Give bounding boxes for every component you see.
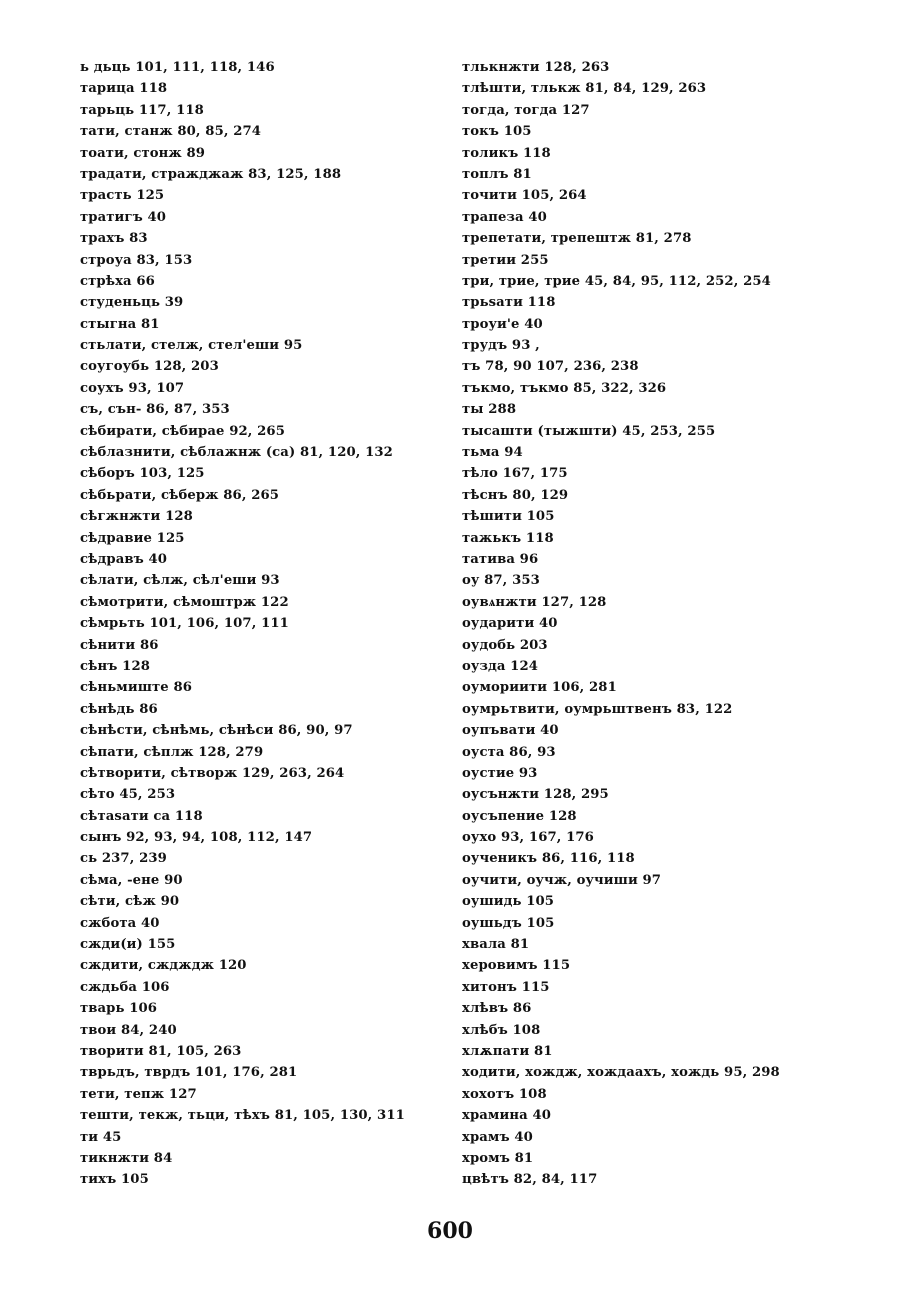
index-entry: херовимъ 115 xyxy=(462,958,571,974)
index-entry: сѣньмиште 86 xyxy=(80,680,193,696)
index-entry: ти 45 xyxy=(80,1129,122,1145)
index-entry: ходити, хождж, хождаахъ, хождь 95, 298 xyxy=(462,1065,780,1081)
index-entry: ты 288 xyxy=(462,402,517,418)
index-entry: сѣдравъ 40 xyxy=(80,551,168,567)
index-entry: сѣгжнжти 128 xyxy=(80,509,193,525)
index-entry: оучити, оучж, оучиши 97 xyxy=(462,872,662,888)
index-entry: хлѫпати 81 xyxy=(462,1043,553,1059)
index-entry: хвала 81 xyxy=(462,937,530,953)
index-entry: оу 87, 353 xyxy=(462,573,540,589)
index-entry: студеньць 39 xyxy=(80,295,184,311)
index-entry: сѣтворити, сѣтворж 129, 263, 264 xyxy=(80,765,345,781)
index-entry: хромъ 81 xyxy=(462,1150,534,1166)
index-entry: оупъвати 40 xyxy=(462,723,559,739)
index-entry: сѣлати, сѣлж, сѣл'еши 93 xyxy=(80,573,280,589)
index-entry: оузда 124 xyxy=(462,658,539,674)
index-entry: трьѕати 118 xyxy=(462,295,556,311)
index-entry: сѣти, сѣж 90 xyxy=(80,894,180,910)
index-entry: тарьць 117, 118 xyxy=(80,102,204,118)
index-entry: оумориити 106, 281 xyxy=(462,680,617,696)
index-entry: сѣмотрити, сѣмоштрж 122 xyxy=(80,594,289,610)
index-entry: три, трие, трие 45, 84, 95, 112, 252, 254 xyxy=(462,273,771,289)
index-entry: храмина 40 xyxy=(462,1108,552,1124)
index-entry: тъ 78, 90 107, 236, 238 xyxy=(462,359,639,375)
index-entry: троуи'е 40 xyxy=(462,316,543,332)
index-column-right xyxy=(462,57,882,1191)
index-entry: тати, станж 80, 85, 274 xyxy=(80,124,262,140)
index-entry: татива 96 xyxy=(462,551,539,567)
index-entry: оумрьтвити, оумрьштвенъ 83, 122 xyxy=(462,701,733,717)
index-entry: тажькъ 118 xyxy=(462,530,554,546)
index-entry: тогда, тогда 127 xyxy=(462,102,590,118)
index-entry: топлъ 81 xyxy=(462,166,532,182)
index-entry: сѣма, -ене 90 xyxy=(80,872,183,888)
index-entry: тѣшити 105 xyxy=(462,509,555,525)
index-entry: тлькнжти 128, 263 xyxy=(462,60,610,75)
index-entry: сѣборъ 103, 125 xyxy=(80,466,205,482)
index-entry: сжбота 40 xyxy=(80,915,160,931)
index-entry: сѣмрьть 101, 106, 107, 111 xyxy=(80,616,289,632)
index-entry: сѣтаѕати са 118 xyxy=(80,808,203,824)
index-entry: творити 81, 105, 263 xyxy=(80,1043,242,1059)
index-entry: тварь 106 xyxy=(80,1001,158,1017)
index-entry: традати, стражджаж 83, 125, 188 xyxy=(80,166,342,182)
index-entry: точити 105, 264 xyxy=(462,188,587,204)
index-entry: тикнжти 84 xyxy=(80,1150,173,1166)
index-entry: трепетати, трепештж 81, 278 xyxy=(462,231,692,247)
index-entry: третии 255 xyxy=(462,252,549,268)
index-entry: сѣбьрати, сѣберж 86, 265 xyxy=(80,487,280,503)
index-entry: сѣнити 86 xyxy=(80,637,159,653)
index-entry: соугоубь 128, 203 xyxy=(80,359,219,375)
index-entry: трапеза 40 xyxy=(462,209,547,225)
index-entry: тьма 94 xyxy=(462,445,523,461)
index-entry: тихъ 105 xyxy=(80,1172,149,1188)
index-entry: стрѣха 66 xyxy=(80,273,155,289)
index-entry: сѣблазнити, сѣблажнж (са) 81, 120, 132 xyxy=(80,445,393,461)
index-entry: сѣнѣдь 86 xyxy=(80,701,158,717)
index-entry: хохотъ 108 xyxy=(462,1086,547,1102)
index-entry: сждити, сждждж 120 xyxy=(80,958,247,974)
index-entry: оухо 93, 167, 176 xyxy=(462,830,594,846)
index-entry: оушидь 105 xyxy=(462,894,555,910)
index-entry: оувѧнжти 127, 128 xyxy=(462,594,607,610)
index-entry: сѣнъ 128 xyxy=(80,658,150,674)
index-entry: оушьдъ 105 xyxy=(462,915,555,931)
index-entry: сѣбирати, сѣбирае 92, 265 xyxy=(80,423,285,439)
index-entry: сждьба 106 xyxy=(80,979,170,995)
index-entry: тарица 118 xyxy=(80,81,168,97)
index-entry: оударити 40 xyxy=(462,616,558,632)
index-entry: тысашти (тыжшти) 45, 253, 255 xyxy=(462,423,716,439)
index-entry: трудъ 93 , xyxy=(462,338,540,354)
index-entry: тоати, стонж 89 xyxy=(80,145,206,161)
index-entry: оусъпение 128 xyxy=(462,808,577,824)
index-entry: трасть 125 xyxy=(80,188,165,204)
index-entry: цвѣтъ 82, 84, 117 xyxy=(462,1172,598,1188)
index-entry: соухъ 93, 107 xyxy=(80,380,185,396)
index-entry: ь дьць 101, 111, 118, 146 xyxy=(80,60,275,75)
index-entry: сынъ 92, 93, 94, 108, 112, 147 xyxy=(80,830,313,846)
index-entry: трахъ 83 xyxy=(80,231,148,247)
index-entry: сѣдравие 125 xyxy=(80,530,185,546)
index-entry: оученикъ 86, 116, 118 xyxy=(462,851,635,867)
index-entry: строуа 83, 153 xyxy=(80,252,193,268)
index-entry: сѣнѣсти, сѣнѣмь, сѣнѣси 86, 90, 97 xyxy=(80,723,353,739)
page-number: 600 xyxy=(427,1218,473,1244)
index-entry: сь 237, 239 xyxy=(80,851,167,867)
index-entry: толикъ 118 xyxy=(462,145,551,161)
index-entry: стьлати, стелж, стел'еши 95 xyxy=(80,338,303,354)
index-entry: тврьдъ, тврдъ 101, 176, 281 xyxy=(80,1065,298,1081)
index-entry: храмъ 40 xyxy=(462,1129,533,1145)
index-entry: оуста 86, 93 xyxy=(462,744,556,760)
index-entry: оусънжти 128, 295 xyxy=(462,787,609,803)
index-entry: тлѣшти, тлькж 81, 84, 129, 263 xyxy=(462,81,707,97)
index-entry: сѣпати, сѣплж 128, 279 xyxy=(80,744,264,760)
index-entry: тети, тепж 127 xyxy=(80,1086,197,1102)
index-entry: тѣснъ 80, 129 xyxy=(462,487,569,503)
index-entry: хитонъ 115 xyxy=(462,979,550,995)
index-entry: тешти, текж, тьци, тѣхъ 81, 105, 130, 311 xyxy=(80,1108,405,1124)
index-entry: твои 84, 240 xyxy=(80,1022,177,1038)
index-entry: тъкмо, тъкмо 85, 322, 326 xyxy=(462,380,667,396)
index-entry: съ, сън- 86, 87, 353 xyxy=(80,402,230,418)
index-entry: тратигъ 40 xyxy=(80,209,167,225)
index-entry: сѣто 45, 253 xyxy=(80,787,176,803)
index-entry: сжди(и) 155 xyxy=(80,937,176,953)
index-column-left xyxy=(80,57,440,1191)
index-entry: хлѣвъ 86 xyxy=(462,1001,532,1017)
index-entry: оудобь 203 xyxy=(462,637,548,653)
index-entry: стыгна 81 xyxy=(80,316,160,332)
index-entry: оустие 93 xyxy=(462,765,538,781)
index-entry: тѣло 167, 175 xyxy=(462,466,568,482)
index-entry: хлѣбъ 108 xyxy=(462,1022,541,1038)
index-entry: токъ 105 xyxy=(462,124,532,140)
